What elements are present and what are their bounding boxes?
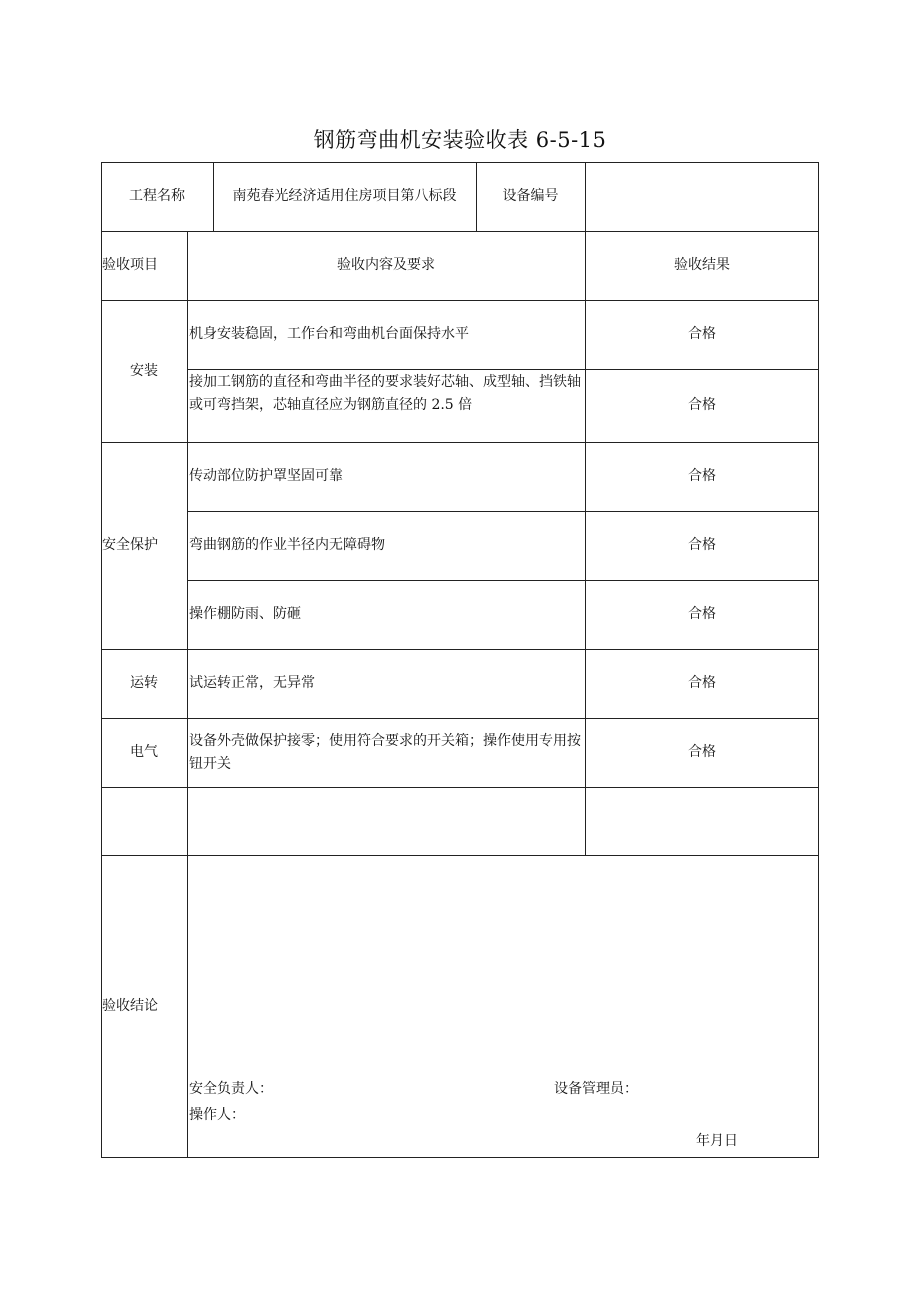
- table-row-result: 合格: [688, 744, 716, 760]
- column-header-item: 验收项目: [102, 257, 158, 273]
- table-border-bottom: [101, 1157, 819, 1158]
- table-row-result: 合格: [688, 468, 716, 484]
- conclusion-label: 验收结论: [102, 997, 158, 1014]
- device-no-label: 设备编号: [502, 188, 559, 204]
- row-divider: [101, 855, 819, 856]
- project-name-value: 南苑春光经济适用住房项目第八标段: [232, 188, 457, 204]
- table-row-result: 合格: [688, 326, 716, 342]
- table-row-result: 合格: [688, 537, 716, 553]
- project-name-label: 工程名称: [129, 188, 185, 204]
- date-label: 年月日: [696, 1132, 738, 1149]
- table-row-result: 合格: [688, 675, 716, 691]
- row-divider: [101, 787, 819, 788]
- table-row-content: 设备外壳做保护接零；使用符合要求的开关箱；操作使用专用按钮开关: [189, 732, 581, 772]
- column-header-result: 验收结果: [674, 257, 730, 273]
- group-label-safety: 安全保护: [102, 537, 158, 553]
- device-no-value: [585, 162, 819, 231]
- table-row-content: 试运转正常，无异常: [189, 675, 315, 691]
- acceptance-table: [101, 162, 819, 1158]
- table-row-content: 传动部位防护罩坚固可靠: [189, 468, 343, 484]
- equipment-manager-label: 设备管理员：: [554, 1080, 638, 1097]
- table-row-content: 弯曲钢筋的作业半径内无障碍物: [189, 537, 385, 553]
- group-label-install: 安装: [130, 362, 158, 379]
- table-row-result: 合格: [688, 606, 716, 622]
- table-row-result: 合格: [688, 397, 716, 413]
- safety-officer-label: 安全负责人：: [189, 1080, 273, 1097]
- column-header-content: 验收内容及要求: [337, 257, 435, 273]
- table-row-content: 机身安装稳固，工作台和弯曲机台面保持水平: [189, 326, 469, 342]
- group-label-operation: 运转: [130, 675, 158, 691]
- table-row-content: 接加工钢筋的直径和弯曲半径的要求装好芯轴、成型轴、挡铁轴或可弯挡架，芯轴直径应为钢筋直径的 2.5 倍: [189, 374, 581, 413]
- table-row-content: 操作棚防雨、防砸: [189, 606, 301, 622]
- group-label-electric: 电气: [130, 744, 158, 760]
- page-title: 钢筋弯曲机安装验收表 6-5-15: [313, 128, 607, 152]
- operator-label: 操作人：: [189, 1106, 245, 1123]
